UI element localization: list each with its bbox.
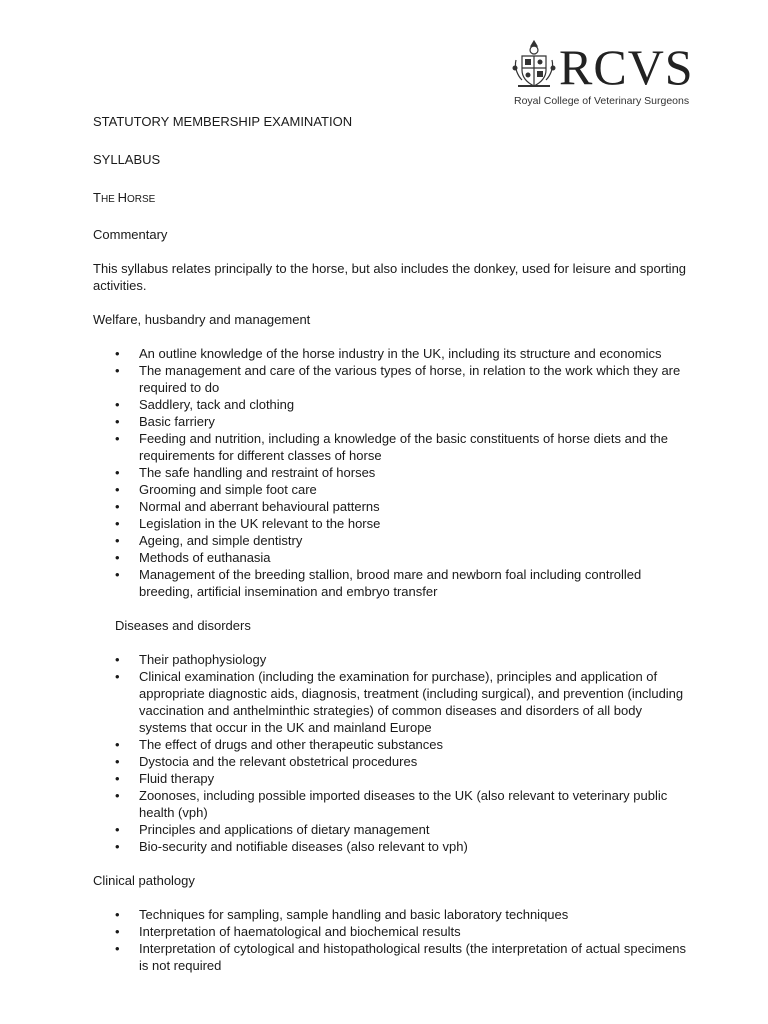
diseases-heading: Diseases and disorders xyxy=(115,618,251,633)
list-item: • The safe handling and restraint of horses xyxy=(93,464,693,481)
list-item: • Interpretation of cytological and histopathological results (the interpretation of actual specimens is not required xyxy=(93,940,693,974)
list-item: • Feeding and nutrition, including a knowledge of the basic constituents of horse diets and the requirements for different classes of horse xyxy=(93,430,693,464)
list-item: • Management of the breeding stallion, brood mare and newborn foal including controlled breeding, artificial insemination and embryo transfer xyxy=(93,566,693,600)
document-body xyxy=(93,113,693,974)
logo-wordmark: RCVS xyxy=(559,39,694,95)
syllabus-label: SYLLABUS xyxy=(93,152,161,167)
exam-title: STATUTORY MEMBERSHIP EXAMINATION xyxy=(93,114,353,129)
commentary-text: This syllabus relates principally to the horse, but also includes the donkey, used for leisure and sporting activities. xyxy=(93,261,687,293)
list-item: • The effect of drugs and other therapeutic substances xyxy=(93,736,693,753)
crest-icon xyxy=(512,38,556,94)
list-item: • Zoonoses, including possible imported diseases to the UK (also relevant to veterinary public health (vph) xyxy=(93,787,693,821)
list-item: • Their pathophysiology xyxy=(93,651,693,668)
list-item: • Ageing, and simple dentistry xyxy=(93,532,693,549)
diseases-list xyxy=(93,651,693,855)
list-item: • Methods of euthanasia xyxy=(93,549,693,566)
pathology-list xyxy=(93,906,693,974)
subject-title-orse: ORSE xyxy=(127,194,156,205)
list-item: • Grooming and simple foot care xyxy=(93,481,693,498)
commentary-heading: Commentary xyxy=(93,227,168,242)
list-item: • Saddlery, tack and clothing xyxy=(93,396,693,413)
list-item: • Dystocia and the relevant obstetrical procedures xyxy=(93,753,693,770)
rcvs-logo xyxy=(512,38,707,110)
welfare-list xyxy=(93,345,693,600)
list-item: • Bio-security and notifiable diseases (also relevant to vph) xyxy=(93,838,693,855)
subject-title-h: H xyxy=(117,190,128,205)
list-item: • An outline knowledge of the horse industry in the UK, including its structure and economics xyxy=(93,345,693,362)
subject-title xyxy=(93,189,693,208)
subject-title-he: HE xyxy=(100,194,118,205)
list-item: • Techniques for sampling, sample handling and basic laboratory techniques xyxy=(93,906,693,923)
list-item: • Fluid therapy xyxy=(93,770,693,787)
list-item: • Principles and applications of dietary management xyxy=(93,821,693,838)
list-item: • Legislation in the UK relevant to the horse xyxy=(93,515,693,532)
list-item: • Normal and aberrant behavioural patterns xyxy=(93,498,693,515)
list-item: • Clinical examination (including the examination for purchase), principles and application of appropriate diagnostic aids, diagnosis, treatment (including surgical), and prevention (including vaccination and anthelminthic strategies) of common diseases and disorders of all body systems that occur in the UK and mainland Europe xyxy=(93,668,693,736)
subject-title-t: T xyxy=(93,190,101,205)
list-item: • The management and care of the various types of horse, in relation to the work which they are required to do xyxy=(93,362,693,396)
list-item: • Basic farriery xyxy=(93,413,693,430)
list-item: • Interpretation of haematological and biochemical results xyxy=(93,923,693,940)
logo-subtitle: Royal College of Veterinary Surgeons xyxy=(514,95,690,107)
pathology-heading: Clinical pathology xyxy=(93,873,195,888)
welfare-heading: Welfare, husbandry and management xyxy=(93,312,311,327)
